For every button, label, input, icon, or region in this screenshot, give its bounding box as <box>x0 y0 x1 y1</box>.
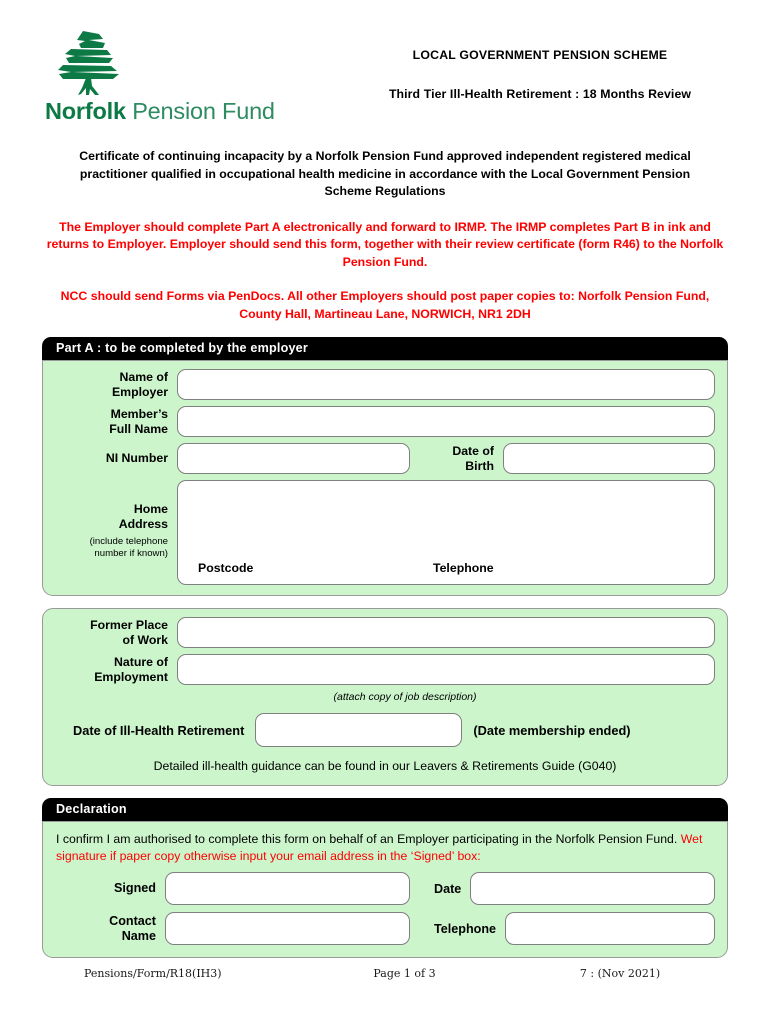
form-subtitle: Third Tier Ill-Health Retirement : 18 Months Review <box>388 87 692 101</box>
cedar-tree-icon <box>53 28 125 96</box>
job-description-note: (attach copy of job description) <box>333 691 477 703</box>
part-a-panel <box>42 360 728 596</box>
intro-section <box>0 148 770 323</box>
input-home-address[interactable] <box>177 480 715 585</box>
certificate-statement: Certificate of continuing incapacity by a Norfolk Pension Fund approved independent registered medical practitioner qualified in occupational health medicine in accordance with the Local Government Pension Scheme Regulations <box>79 149 691 198</box>
label-name-of-employer: Name of Employer <box>111 369 168 399</box>
part-a-bar-title: Part A : to be completed by the employer <box>42 337 728 360</box>
part-a-section <box>42 337 728 596</box>
logo-word-pension-fund: Pension Fund <box>125 98 275 124</box>
label-telephone-address: Telephone <box>433 561 494 575</box>
note-date-membership-ended: (Date membership ended) <box>473 722 631 738</box>
label-ni-number: NI Number <box>105 451 168 465</box>
footer-version: 7 : (Nov 2021) <box>579 967 661 980</box>
declaration-text-black: I confirm I am authorised to complete this form on behalf of an Employer participating in the Norfolk Pension Fund. <box>56 832 681 846</box>
declaration-bar-title: Declaration <box>42 798 728 821</box>
field-row-ni-number-dob <box>55 443 715 474</box>
input-members-full-name[interactable] <box>177 406 715 437</box>
label-date: Date <box>434 881 462 896</box>
employment-section <box>42 608 728 786</box>
field-row-signed-date <box>55 872 715 905</box>
input-date-of-ill-health-retirement[interactable] <box>255 713 462 747</box>
label-nature-of-employment: Nature of Employment <box>94 654 168 684</box>
declaration-text-red: Wet signature if paper copy otherwise input your email address in the ‘Signed’ box: <box>56 832 703 863</box>
declaration-section <box>42 798 728 958</box>
input-name-of-employer[interactable] <box>177 369 715 400</box>
field-row-date-of-ill-health-retirement <box>55 713 715 747</box>
employment-panel <box>42 608 728 786</box>
footer-page-number: Page 1 of 3 <box>373 967 436 980</box>
label-date-of-birth: Date of Birth <box>452 443 494 473</box>
label-home-address-note: (include telephone number if known) <box>89 536 168 559</box>
header-titles <box>340 0 740 101</box>
label-former-place-of-work: Former Place of Work <box>90 617 168 647</box>
field-row-contact-telephone <box>55 912 715 945</box>
label-home-address-col <box>55 480 177 585</box>
submission-address: NCC should send Forms via PenDocs. All other Employers should post paper copies to: Norfolk Pension Fund, County Hall, Martineau Lane, NORWICH, NR1 2DH <box>60 289 710 321</box>
scheme-title: LOCAL GOVERNMENT PENSION SCHEME <box>412 48 668 62</box>
declaration-panel <box>42 821 728 958</box>
footer-form-ref: Pensions/Form/R18(IH3) <box>84 967 222 980</box>
label-home-address: Home Address <box>118 502 168 531</box>
label-signed: Signed <box>114 881 156 895</box>
input-date-of-birth[interactable] <box>503 443 715 474</box>
guidance-line: Detailed ill-health guidance can be found in our Leavers & Retirements Guide (G040) <box>153 759 617 773</box>
routing-instructions: The Employer should complete Part A electronically and forward to IRMP. The IRMP completes Part B in ink and returns to Employer. Employer should send this form, together with their review certificate (form R46) to the Norfolk Pension Fund. <box>46 219 724 269</box>
field-row-nature-of-employment <box>55 654 715 685</box>
label-contact-name: Contact Name <box>109 913 156 943</box>
input-nature-of-employment[interactable] <box>177 654 715 685</box>
logo-word-norfolk: Norfolk <box>45 98 126 124</box>
input-telephone[interactable] <box>505 912 715 945</box>
input-former-place-of-work[interactable] <box>177 617 715 648</box>
label-postcode: Postcode <box>198 561 254 575</box>
field-row-name-of-employer <box>55 369 715 400</box>
input-ni-number[interactable] <box>177 443 410 474</box>
input-signed[interactable] <box>165 872 410 905</box>
logo-wordmark <box>45 98 275 125</box>
page-footer <box>42 967 728 980</box>
page-header <box>0 0 770 124</box>
label-date-of-ill-health-retirement: Date of Ill-Health Retirement <box>73 722 245 738</box>
label-members-full-name: Member’s Full Name <box>109 406 168 436</box>
field-row-home-address <box>55 480 715 585</box>
field-row-former-place-of-work <box>55 617 715 648</box>
declaration-statement <box>56 831 715 865</box>
field-row-members-full-name <box>55 406 715 437</box>
input-date[interactable] <box>470 872 715 905</box>
label-telephone: Telephone <box>434 921 497 936</box>
input-contact-name[interactable] <box>165 912 410 945</box>
norfolk-pension-fund-logo <box>45 28 275 125</box>
